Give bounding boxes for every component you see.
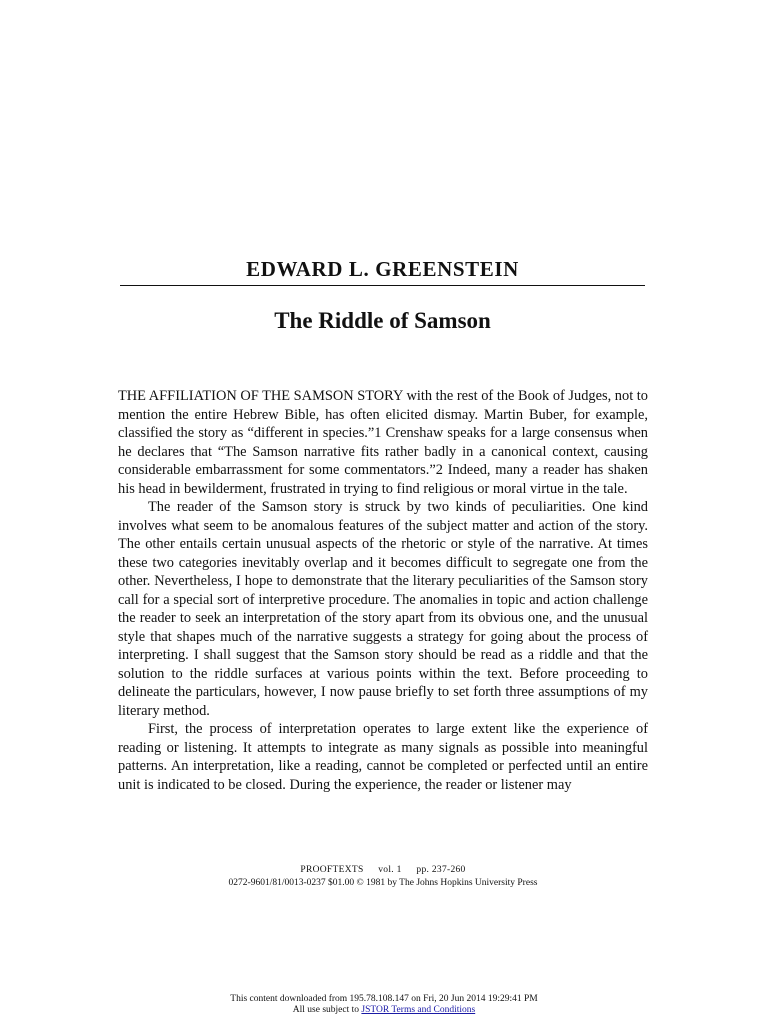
terms-prefix: All use subject to [292,1005,362,1015]
download-notice [0,994,768,1016]
body-paragraph: First, the process of interpretation operates to large extent like the experience of reading or listening. It attempts to integrate as many signals as possible into meaningful patterns. An interpretation, like a reading, cannot be completed or perfected until an entire unit is indicated to be closed. During the experience, the reader or listener may [118,721,648,793]
copyright-line: 0272-9601/81/0013-0237 $01.00 © 1981 by The Johns Hopkins University Press [228,878,538,888]
body-paragraph: THE AFFILIATION OF THE SAMSON STORY with the rest of the Book of Judges, not to mention the entire Hebrew Bible, has often elicited dismay. Martin Buber, for example, classified the story as “different in species.”1 Crenshaw speaks for a large consensus when he declares that “The Samson narrative fits rather badly in a canonical context, causing considerable embarrassment for some commentators.”2 Indeed, many a reader has shaken his head in bewilderment, frustrated in trying to find religious or moral virtue in the tale. [118,388,648,497]
journal-info [118,864,648,876]
journal-pages: pp. 237-260 [416,865,466,875]
journal-volume: vol. 1 [378,865,402,875]
body-paragraph: The reader of the Samson story is struck by two kinds of peculiarities. One kind involves what seem to be anomalous features of the subject matter and action of the story. The other entails certain unusual aspects of the rhetoric or style of the narrative. At times these two categories inevitably overlap and it becomes difficult to segregate one from the other. Nevertheless, I hope to demonstrate that the literary peculiarities of the Samson story call for a special sort of interpretive procedure. The anomalies in topic and action challenge the reader to seek an interpretation of the story apart from its obvious one, and the unusual style that shapes much of the narrative suggests a strategy for going about the process of interpreting. I shall suggest that the Samson story should be read as a riddle and that the solution to the riddle surfaces at various points within the text. Before proceeding to delineate the particulars, however, I now pause briefly to set forth three assumptions of my literary method. [118,499,648,719]
author-name: EDWARD L. GREENSTEIN [246,257,519,281]
download-info: This content downloaded from 195.78.108.147 on Fri, 20 Jun 2014 19:29:41 PM [230,994,538,1004]
journal-name: PROOFTEXTS [300,865,364,875]
jstor-terms-link[interactable]: JSTOR Terms and Conditions [361,1005,476,1015]
terms-line [0,1005,768,1016]
title-divider [120,285,645,286]
article-title: The Riddle of Samson [274,308,491,333]
article-body [118,387,648,794]
